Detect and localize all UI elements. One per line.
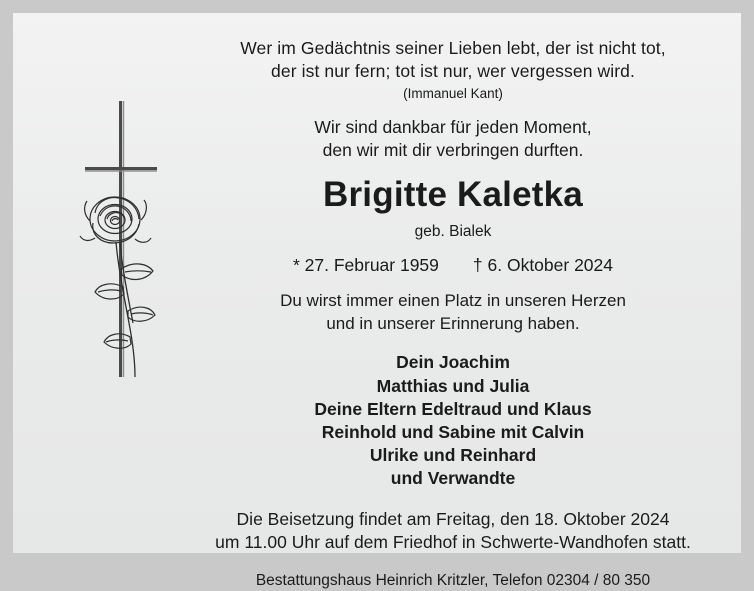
dedication-line-2: den wir mit dir verbringen durften.	[322, 140, 584, 161]
life-dates	[193, 255, 713, 276]
rose-blossom-icon	[80, 197, 151, 243]
memory-line-1: Du wirst immer einen Platz in unseren Herzen	[280, 291, 626, 311]
list-item: und Verwandte	[390, 467, 516, 488]
list-item: Dein Joachim	[396, 352, 510, 373]
memory-line-2: und in unserer Erinnerung haben.	[326, 313, 580, 333]
list-item: Reinhold und Sabine mit Calvin	[321, 421, 585, 442]
dedication-line-1: Wir sind dankbar für jeden Moment,	[314, 117, 592, 137]
obituary-card	[13, 13, 741, 589]
mourners-list	[193, 351, 713, 490]
rose-stem-icon	[116, 242, 135, 377]
quote-author: (Immanuel Kant)	[403, 86, 503, 102]
quote-line-2: der ist nur fern; tot ist nur, wer vergessen wird.	[271, 61, 635, 82]
list-item: Matthias und Julia	[376, 375, 530, 396]
undertaker-info: Bestattungshaus Heinrich Kritzler, Telefon 02304 / 80 350	[255, 571, 651, 589]
list-item: Ulrike und Reinhard	[369, 444, 537, 465]
cross-icon	[85, 101, 157, 377]
spacer-before-mourners	[193, 335, 713, 351]
spacer-after-quote	[193, 103, 713, 116]
funeral-line-2: um 11.00 Uhr auf dem Friedhof in Schwerte-Wandhofen statt.	[215, 532, 691, 553]
deceased-maiden-name: geb. Bialek	[414, 223, 492, 241]
spacer-before-funeral	[193, 490, 713, 508]
cross-with-rose-illustration	[71, 101, 191, 401]
spacer-before-memory	[193, 276, 713, 290]
spacer-before-name	[193, 162, 713, 174]
funeral-line-1: Die Beisetzung findet am Freitag, den 18. Oktober 2024	[236, 508, 670, 529]
quote-line-1: Wer im Gedächtnis seiner Lieben lebt, der ist nicht tot,	[240, 38, 666, 58]
obituary-text-column	[193, 37, 713, 591]
rose-leaves-icon	[95, 264, 155, 348]
birth-date: * 27. Februar 1959	[292, 255, 439, 276]
deceased-name: Brigitte Kaletka	[323, 175, 583, 215]
spacer-before-undertaker	[193, 555, 713, 571]
death-date: † 6. Oktober 2024	[472, 255, 614, 276]
list-item: Deine Eltern Edeltraud und Klaus	[314, 398, 592, 419]
